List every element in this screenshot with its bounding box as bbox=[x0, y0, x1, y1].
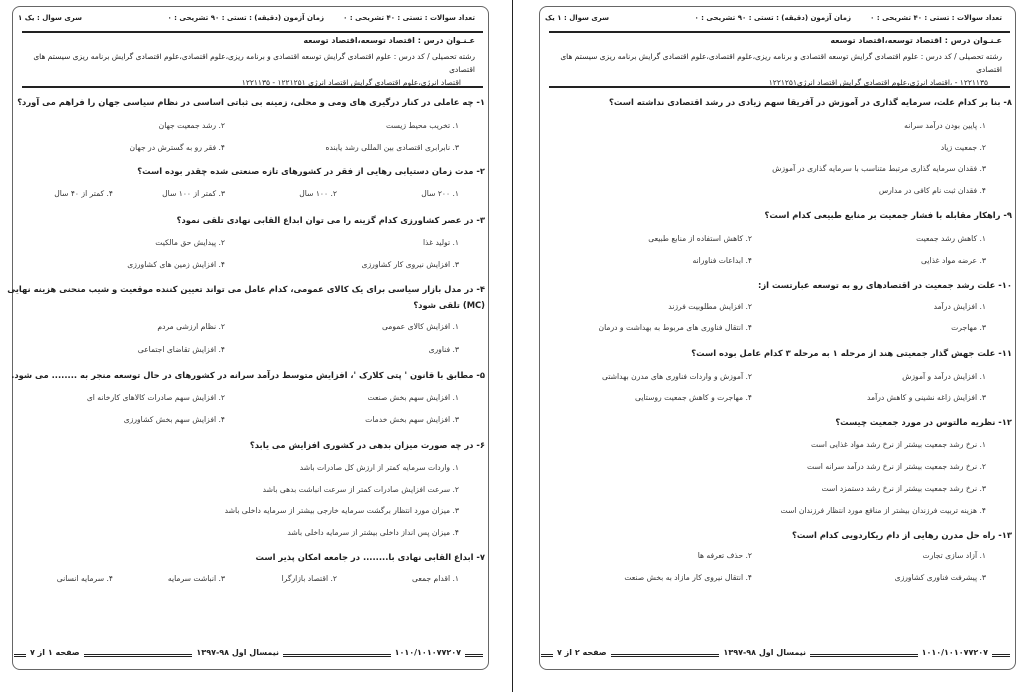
question-7: ۷- ابداع القابی نهادی با........ در جامعه امکان پذیر است bbox=[255, 552, 485, 562]
option-9-3[interactable]: ۳. عرضه مواد غذایی bbox=[921, 256, 986, 265]
option-6-1[interactable]: ۱. واردات سرمایه کمتر از ارزش کل صادرات باشد bbox=[299, 463, 459, 472]
major-line-2: ۱۲۲۱۱۳۵ - ،اقتصاد انرژی،علوم اقتصادی گرایش اقتصاد انرژی۱۲۲۱۲۵۱ bbox=[768, 78, 988, 87]
option-5-4[interactable]: ۴. افزایش سهم بخش کشاورزی bbox=[123, 415, 225, 424]
footer-code: ۱۰۱۰/۱۰۱۰۷۷۲۰۷ bbox=[391, 648, 465, 657]
option-8-3[interactable]: ۳. فقدان سرمایه گذاری مرتبط متناسب با سرمایه گذاری در آموزش bbox=[772, 164, 986, 173]
option-1-3[interactable]: ۳. نابرابری اقتصادی بین المللی رشد یابنده bbox=[325, 143, 459, 152]
option-12-2[interactable]: ۲. نرخ رشد جمعیت بیشتر از نرخ رشد درآمد سرانه است bbox=[806, 462, 986, 471]
question-1: ۱- چه عاملی در کنار درگیری های ومی و محلی، زمینه بی ثباتی اساسی در نظام سیاسی جهان را فراهم می آورد؟ bbox=[17, 97, 485, 107]
option-10-1[interactable]: ۱. افزایش درآمد bbox=[933, 302, 986, 311]
option-13-4[interactable]: ۴. انتقال نیروی کار مازاد به بخش صنعت bbox=[624, 573, 752, 582]
exam-header bbox=[0, 0, 497, 87]
footer-page: صفحه ۱ از ۷ bbox=[26, 648, 84, 657]
option-10-2[interactable]: ۲. افزایش مطلوبیت فرزند bbox=[668, 302, 752, 311]
option-5-1[interactable]: ۱. افزایش سهم بخش صنعت bbox=[367, 393, 459, 402]
exam-header bbox=[527, 0, 1024, 87]
option-11-1[interactable]: ۱. افزایش درآمد و آموزش bbox=[902, 372, 986, 381]
question-count: تعداد سوالات : تستی : ۴۰ تشریحی : ۰ bbox=[343, 14, 475, 22]
option-8-2[interactable]: ۲. جمعیت زیاد bbox=[940, 143, 986, 152]
question-3: ۳- در عصر کشاورزی کدام گزینه را می توان ابداع القابی نهادی تلقی نمود؟ bbox=[176, 215, 485, 225]
option-5-2[interactable]: ۲. افزایش سهم صادرات کالاهای کارخانه ای bbox=[86, 393, 225, 402]
option-10-3[interactable]: ۳. مهاجرت bbox=[951, 323, 986, 332]
option-2-1[interactable]: ۱. ۲۰۰ سال bbox=[421, 189, 459, 198]
option-1-2[interactable]: ۲. رشد جمعیت جهان bbox=[158, 121, 225, 130]
question-11: ۱۱- علت جهش گذار جمعیتی هند از مرحله ۱ به مرحله ۳ کدام عامل بوده است؟ bbox=[691, 348, 1012, 358]
question-5: ۵- مطابق با قانون ' پتی کلارک '، افزایش متوسط درآمد سرانه در کشورهای در حال توسعه منجر به ........ می شود. bbox=[11, 370, 485, 380]
exam-page-2 bbox=[527, 0, 1024, 692]
course-title: عـنـوان درس : اقتصاد توسعه،اقتصاد توسعه bbox=[830, 36, 1002, 45]
option-7-3[interactable]: ۳. انباشت سرمایه bbox=[167, 574, 225, 583]
question-4: ۴- در مدل بازار سیاسی برای یک کالای عمومی، کدام عامل می تواند تعیین کننده موقعیت و شیب منحنی هزینه نهایی bbox=[7, 284, 485, 294]
option-3-3[interactable]: ۳. افزایش نیروی کار کشاورزی bbox=[361, 260, 459, 269]
option-10-4[interactable]: ۴. انتقال فناوری های مربوط به بهداشت و درمان bbox=[598, 323, 752, 332]
question-series: سری سوال : یک ۱ bbox=[18, 14, 83, 22]
header-rule bbox=[549, 31, 1010, 33]
option-11-4[interactable]: ۴. مهاجرت و کاهش جمعیت روستایی bbox=[634, 393, 752, 402]
option-8-1[interactable]: ۱. پایین بودن درآمد سرانه bbox=[904, 121, 986, 130]
option-3-4[interactable]: ۴. افزایش زمین های کشاورزی bbox=[127, 260, 225, 269]
option-13-3[interactable]: ۳. پیشرفت فناوری کشاورزی bbox=[894, 573, 986, 582]
question-6: ۶- در چه صورت میزان بدهی در کشوری افزایش می یابد؟ bbox=[249, 440, 485, 450]
option-3-2[interactable]: ۲. پیدایش حق مالکیت bbox=[155, 238, 225, 247]
option-7-1[interactable]: ۱. اقدام جمعی bbox=[412, 574, 459, 583]
course-title: عـنـوان درس : اقتصاد توسعه،اقتصاد توسعه bbox=[303, 36, 475, 45]
option-9-4[interactable]: ۴. ابداعات فناورانه bbox=[692, 256, 752, 265]
footer-code: ۱۰۱۰/۱۰۱۰۷۷۲۰۷ bbox=[918, 648, 992, 657]
option-4-4[interactable]: ۴. افزایش تقاضای اجتماعی bbox=[137, 345, 225, 354]
option-13-1[interactable]: ۱. آزاد سازی تجارت bbox=[922, 551, 986, 560]
option-2-3[interactable]: ۳. کمتر از ۱۰۰ سال bbox=[162, 189, 225, 198]
option-8-4[interactable]: ۴. فقدان ثبت نام کافی در مدارس bbox=[878, 186, 986, 195]
footer-term: نیمسال اول ۹۸-۱۳۹۷ bbox=[719, 648, 810, 657]
option-7-2[interactable]: ۲. اقتصاد بازارگرا bbox=[281, 574, 337, 583]
option-6-3[interactable]: ۳. میزان مورد انتظار برگشت سرمایه خارجی بیشتر از سرمایه داخلی باشد bbox=[224, 506, 459, 515]
question-8: ۸- بنا بر کدام علت، سرمایه گذاری در آموزش در آفریقا سهم زیادی در رشد اقتصادی نداشته است؟ bbox=[608, 97, 1012, 107]
question-4-cont: (MC) تلقی شود؟ bbox=[413, 300, 485, 310]
major-line-1: رشته تحصیلی / کد درس : علوم اقتصادی گرایش توسعه اقتصادی و برنامه ریزی،علوم اقتصادی،علوم اقتصادی گرایش برنامه ریزی سیستم های اقتصادی bbox=[33, 52, 475, 74]
major-line-1: رشته تحصیلی / کد درس : علوم اقتصادی گرایش توسعه اقتصادی و برنامه ریزی،علوم اقتصادی،علوم اقتصادی گرایش برنامه ریزی سیستم های اقتصادی bbox=[560, 52, 1002, 74]
option-6-2[interactable]: ۲. سرعت افزایش صادرات کمتر از سرعت انباشت بدهی باشد bbox=[262, 485, 459, 494]
header-rule bbox=[22, 31, 483, 33]
exam-time: زمان آزمون (دقیقه) : تستی : ۹۰ تشریحی : ۰ bbox=[694, 14, 851, 22]
option-11-2[interactable]: ۲. آموزش و واردات فناوری های مدرن بهداشتی bbox=[602, 372, 752, 381]
option-1-4[interactable]: ۴. فقر رو به گسترش در جهان bbox=[129, 143, 225, 152]
footer-page: صفحه ۲ از ۷ bbox=[553, 648, 611, 657]
option-4-3[interactable]: ۳. فناوری bbox=[428, 345, 459, 354]
option-9-1[interactable]: ۱. کاهش رشد جمعیت bbox=[916, 234, 986, 243]
exam-page-1 bbox=[0, 0, 497, 692]
major-line-2: اقتصاد انرژی،علوم اقتصادی گرایش اقتصاد انرژی ۱۲۲۱۲۵۱ - ۱۲۲۱۱۳۵ bbox=[241, 78, 461, 87]
option-4-2[interactable]: ۲. نظام ارزشی مردم bbox=[157, 322, 225, 331]
option-7-4[interactable]: ۴. سرمایه انسانی bbox=[56, 574, 113, 583]
question-12: ۱۲- نظریه مالتوس در مورد جمعیت چیست؟ bbox=[835, 417, 1012, 427]
question-13: ۱۳- راه حل مدرن رهایی از دام ریکاردویی کدام است؟ bbox=[792, 530, 1012, 540]
option-11-3[interactable]: ۳. افزایش زاغه نشینی و کاهش درآمد bbox=[867, 393, 986, 402]
footer-term: نیمسال اول ۹۸-۱۳۹۷ bbox=[192, 648, 283, 657]
option-12-1[interactable]: ۱. نرخ رشد جمعیت بیشتر از نرخ رشد مواد غذایی است bbox=[811, 440, 986, 449]
exam-time: زمان آزمون (دقیقه) : تستی : ۹۰ تشریحی : ۰ bbox=[167, 14, 324, 22]
question-10: ۱۰- علت رشد جمعیت در اقتصادهای رو به توسعه عبارتست از: bbox=[757, 280, 1012, 290]
option-2-4[interactable]: ۴. کمتر از ۴۰ سال bbox=[54, 189, 113, 198]
option-9-2[interactable]: ۲. کاهش استفاده از منابع طبیعی bbox=[648, 234, 752, 243]
question-count: تعداد سوالات : تستی : ۴۰ تشریحی : ۰ bbox=[870, 14, 1002, 22]
option-1-1[interactable]: ۱. تخریب محیط زیست bbox=[385, 121, 459, 130]
option-13-2[interactable]: ۲. حذف تعرفه ها bbox=[697, 551, 752, 560]
header-rule bbox=[22, 86, 483, 88]
option-6-4[interactable]: ۴. میزان پس انداز داخلی بیشتر از سرمایه داخلی باشد bbox=[287, 528, 459, 537]
question-series: سری سوال : ۱ یک bbox=[545, 14, 610, 22]
page-footer bbox=[541, 648, 1010, 662]
option-12-3[interactable]: ۳. نرخ رشد جمعیت بیشتر از نرخ رشد دستمزد است bbox=[821, 484, 986, 493]
header-rule bbox=[549, 86, 1010, 88]
question-2: ۲- مدت زمان دستیابی رهایی از فقر در کشورهای تازه صنعتی شده چقدر بوده است؟ bbox=[137, 166, 485, 176]
option-12-4[interactable]: ۴. هزینه تربیت فرزندان بیشتر از منافع مورد انتظار فرزندان است bbox=[780, 506, 986, 515]
page-footer bbox=[14, 648, 483, 662]
option-3-1[interactable]: ۱. تولید غذا bbox=[422, 238, 459, 247]
option-2-2[interactable]: ۲. ۱۰۰ سال bbox=[299, 189, 337, 198]
question-9: ۹- راهکار مقابله با فشار جمعیت بر منابع طبیعی کدام است؟ bbox=[764, 210, 1012, 220]
page-divider bbox=[512, 0, 513, 692]
option-4-1[interactable]: ۱. افزایش کالای عمومی bbox=[381, 322, 459, 331]
option-5-3[interactable]: ۳. افزایش سهم بخش خدمات bbox=[365, 415, 459, 424]
